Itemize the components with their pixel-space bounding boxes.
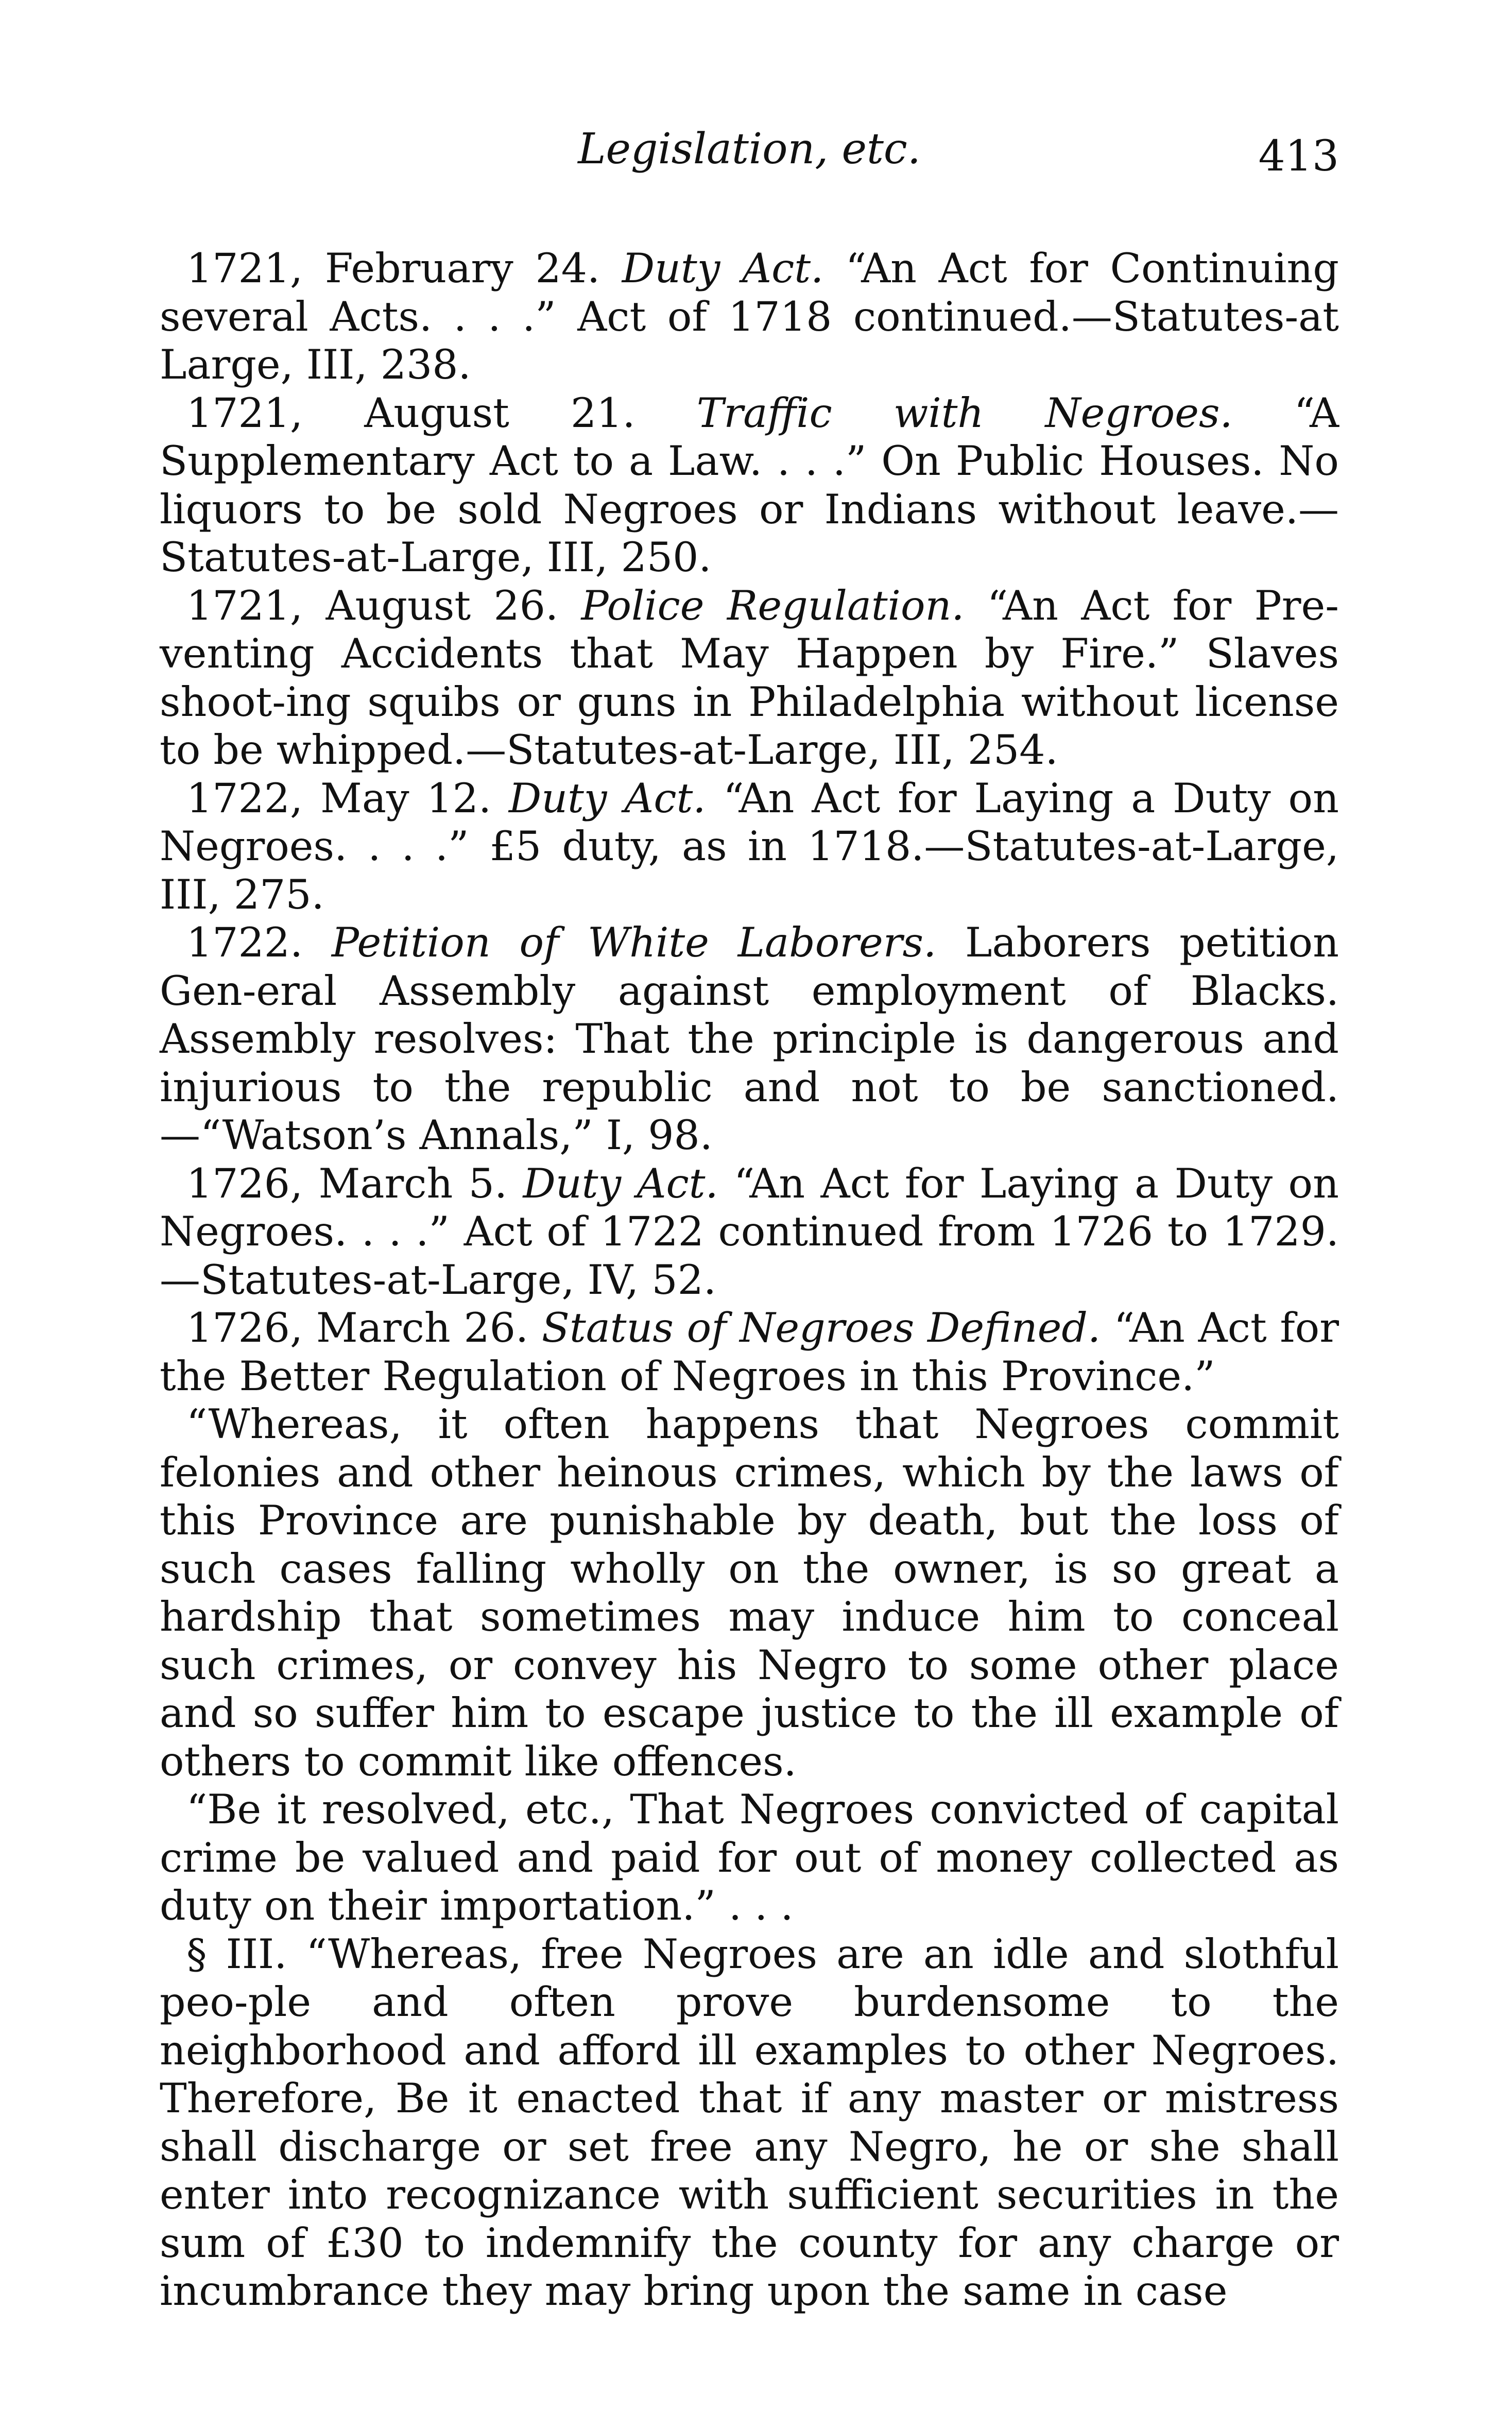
- entry-heading: Police Regulation.: [581, 582, 965, 629]
- entry-date: 1726, March 26.: [186, 1304, 529, 1352]
- entry-text: “An Act for Continuing several Acts. . . .” Act of 1718 continued.—Statutes-at Large, III, 238.: [160, 245, 1339, 388]
- entry-1721-feb-24: [160, 245, 1339, 389]
- entry-1722-petition: [160, 919, 1339, 1160]
- entry-1721-aug-21: [160, 389, 1339, 582]
- entry-text: “An Act for Laying a Duty on Negroes. . . .” £5 duty, as in 1718.—Statutes-at-Large, III, 275.: [160, 774, 1339, 918]
- entry-text: Laborers petition Gen-eral Assembly against employment of Blacks. Assembly resolves: That the principle is dangerous and injurious to the republic and not to be sanctioned.—“Watson’s Annals,” I, 98.: [160, 919, 1339, 1159]
- running-head: [160, 121, 1339, 181]
- page-number: 413: [1258, 132, 1339, 181]
- entry-date: 1721, August 26.: [186, 582, 559, 629]
- entry-text: “A Supplementary Act to a Law. . . .” On Public Houses. No liquors to be sold Negroes or Indians without leave.—Statutes-at-Large, III, 250.: [160, 389, 1339, 581]
- entry-date: 1722.: [186, 919, 303, 966]
- entry-text: “An Act for the Better Regulation of Negroes in this Province.”: [160, 1304, 1339, 1400]
- entry-heading: Duty Act.: [508, 774, 706, 822]
- running-title: Legislation, etc.: [578, 125, 921, 174]
- entry-heading: Traffic with Negroes.: [696, 389, 1233, 437]
- entry-1726-mar-26: [160, 1304, 1339, 1400]
- entry-date: 1721, February 24.: [186, 245, 600, 292]
- entry-text: “An Act for Laying a Duty on Negroes. . . .” Act of 1722 continued from 1726 to 1729.—Statutes-at-Large, IV, 52.: [160, 1159, 1339, 1304]
- entry-heading: Duty Act.: [622, 245, 824, 292]
- quote-paragraph: “Whereas, it often happens that Negroes commit felonies and other heinous crimes, which by the laws of this Province are punishable by death, but the loss of such cases falling wholly on the owner, is so great a hardship that sometimes may induce him to conceal such crimes, or convey his Negro to some other place and so suffer him to escape justice to the ill example of others to commit like offences.: [160, 1400, 1339, 1785]
- quote-paragraph: “Be it resolved, etc., That Negroes convicted of capital crime be valued and paid for out of money collected as duty on their importation.” . . .: [160, 1786, 1339, 1929]
- entry-date: 1722, May 12.: [186, 774, 492, 822]
- entry-text: “An Act for Pre-venting Accidents that May Happen by Fire.” Slaves shoot-ing squibs or guns in Philadelphia without license to be whipped.—Statutes-at-Large, III, 254.: [160, 582, 1339, 774]
- entry-heading: Duty Act.: [523, 1159, 718, 1207]
- entry-1726-mar-5: [160, 1160, 1339, 1305]
- entry-date: 1721, August 21.: [186, 389, 635, 437]
- section-iii-paragraph: § III. “Whereas, free Negroes are an idle and slothful peo-ple and often prove burdensome to the neighborhood and afford ill examples to other Negroes. Therefore, Be it enacted that if any master or mistress shall discharge or set free any Negro, he or she shall enter into recognizance with sufficient securities in the sum of £30 to indemnify the county for any charge or incumbrance they may bring upon the same in case: [160, 1930, 1339, 2315]
- body-text: [160, 245, 1339, 2316]
- entry-heading: Petition of White Laborers.: [331, 919, 937, 966]
- entry-1721-aug-26: [160, 582, 1339, 775]
- entry-heading: Status of Negroes Defined.: [541, 1304, 1101, 1352]
- entry-date: 1726, March 5.: [186, 1159, 508, 1207]
- entry-1722-may-12: [160, 775, 1339, 919]
